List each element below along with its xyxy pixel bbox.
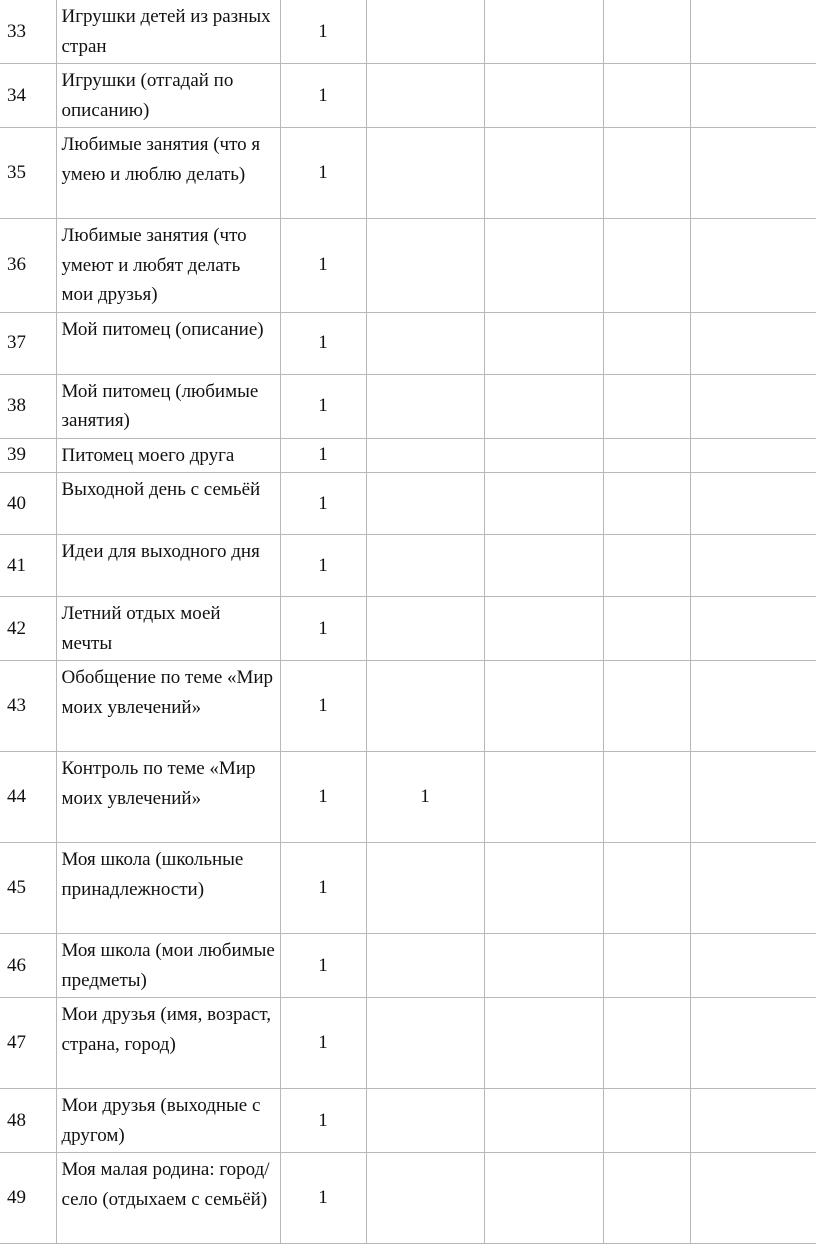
empty-cell	[690, 998, 816, 1089]
empty-cell	[603, 312, 690, 374]
lesson-hours: 1	[280, 1089, 366, 1153]
lesson-number: 36	[0, 219, 56, 313]
table-row	[0, 312, 816, 374]
empty-cell	[603, 752, 690, 843]
lesson-topic: Контроль по теме «Мир моих увлечений»	[56, 752, 280, 843]
lesson-topic: Игрушки детей из разных стран	[56, 0, 280, 64]
lesson-number: 47	[0, 998, 56, 1089]
empty-cell	[484, 312, 603, 374]
empty-cell	[690, 219, 816, 313]
table-row	[0, 374, 816, 438]
empty-cell	[484, 998, 603, 1089]
empty-cell	[603, 998, 690, 1089]
empty-cell	[484, 1153, 603, 1244]
lesson-hours: 1	[280, 438, 366, 473]
lesson-number: 46	[0, 934, 56, 998]
table-row	[0, 473, 816, 535]
empty-cell	[690, 473, 816, 535]
table-row	[0, 752, 816, 843]
lesson-control	[366, 64, 484, 128]
table-row	[0, 1153, 816, 1244]
lesson-topic: Моя школа (школьные принадлежности)	[56, 843, 280, 934]
lesson-control	[366, 998, 484, 1089]
lesson-topic: Любимые занятия (что я умею и люблю делать)	[56, 128, 280, 219]
lesson-topic: Идеи для выходного дня	[56, 535, 280, 597]
lesson-topic: Обобщение по теме «Мир моих увлечений»	[56, 661, 280, 752]
lesson-number: 42	[0, 597, 56, 661]
empty-cell	[603, 374, 690, 438]
lesson-number: 33	[0, 0, 56, 64]
table-row	[0, 438, 816, 473]
lesson-control	[366, 1089, 484, 1153]
empty-cell	[690, 374, 816, 438]
empty-cell	[690, 597, 816, 661]
lesson-hours: 1	[280, 661, 366, 752]
lesson-number: 44	[0, 752, 56, 843]
empty-cell	[690, 128, 816, 219]
table-row	[0, 219, 816, 313]
lesson-control	[366, 661, 484, 752]
empty-cell	[484, 473, 603, 535]
lesson-control	[366, 597, 484, 661]
empty-cell	[603, 64, 690, 128]
lesson-hours: 1	[280, 597, 366, 661]
empty-cell	[484, 752, 603, 843]
empty-cell	[690, 535, 816, 597]
lesson-control: 1	[366, 752, 484, 843]
table-row	[0, 934, 816, 998]
lesson-hours: 1	[280, 0, 366, 64]
lesson-control	[366, 934, 484, 998]
table-row	[0, 843, 816, 934]
empty-cell	[690, 0, 816, 64]
empty-cell	[603, 597, 690, 661]
lesson-topic: Мой питомец (описание)	[56, 312, 280, 374]
lesson-topic: Моя школа (мои любимые предметы)	[56, 934, 280, 998]
lesson-number: 39	[0, 438, 56, 473]
lesson-hours: 1	[280, 64, 366, 128]
lesson-topic: Летний отдых моей мечты	[56, 597, 280, 661]
lesson-hours: 1	[280, 219, 366, 313]
lesson-number: 45	[0, 843, 56, 934]
empty-cell	[484, 661, 603, 752]
empty-cell	[603, 438, 690, 473]
empty-cell	[690, 661, 816, 752]
lesson-number: 35	[0, 128, 56, 219]
empty-cell	[690, 64, 816, 128]
empty-cell	[603, 219, 690, 313]
empty-cell	[484, 0, 603, 64]
lesson-control	[366, 374, 484, 438]
lesson-topic: Любимые занятия (что умеют и любят делать мои друзья)	[56, 219, 280, 313]
empty-cell	[484, 219, 603, 313]
empty-cell	[690, 438, 816, 473]
empty-cell	[690, 752, 816, 843]
lesson-control	[366, 219, 484, 313]
lesson-control	[366, 843, 484, 934]
lesson-hours: 1	[280, 998, 366, 1089]
lesson-number: 41	[0, 535, 56, 597]
empty-cell	[484, 934, 603, 998]
lesson-hours: 1	[280, 843, 366, 934]
lesson-topic: Выходной день с семьёй	[56, 473, 280, 535]
lesson-control	[366, 312, 484, 374]
table-row	[0, 64, 816, 128]
lesson-number: 40	[0, 473, 56, 535]
lesson-number: 38	[0, 374, 56, 438]
table-row	[0, 998, 816, 1089]
lesson-topic: Моя малая родина: город/село (отдыхаем с семьёй)	[56, 1153, 280, 1244]
lesson-control	[366, 535, 484, 597]
empty-cell	[690, 312, 816, 374]
lesson-number: 34	[0, 64, 56, 128]
empty-cell	[484, 843, 603, 934]
lesson-hours: 1	[280, 752, 366, 843]
lesson-control	[366, 1153, 484, 1244]
empty-cell	[603, 934, 690, 998]
lesson-hours: 1	[280, 934, 366, 998]
empty-cell	[484, 535, 603, 597]
empty-cell	[603, 473, 690, 535]
lesson-topic: Мой питомец (любимые занятия)	[56, 374, 280, 438]
empty-cell	[690, 934, 816, 998]
lesson-control	[366, 0, 484, 64]
empty-cell	[603, 0, 690, 64]
lesson-topic: Мои друзья (выходные с другом)	[56, 1089, 280, 1153]
empty-cell	[603, 128, 690, 219]
lesson-topic: Игрушки (отгадай по описанию)	[56, 64, 280, 128]
lesson-control	[366, 438, 484, 473]
lesson-control	[366, 128, 484, 219]
lesson-control	[366, 473, 484, 535]
lesson-hours: 1	[280, 473, 366, 535]
empty-cell	[484, 64, 603, 128]
empty-cell	[484, 438, 603, 473]
empty-cell	[690, 843, 816, 934]
empty-cell	[484, 1089, 603, 1153]
lesson-topic: Питомец моего друга	[56, 438, 280, 473]
lesson-number: 49	[0, 1153, 56, 1244]
empty-cell	[603, 1089, 690, 1153]
lesson-topic: Мои друзья (имя, возраст, страна, город)	[56, 998, 280, 1089]
lesson-number: 43	[0, 661, 56, 752]
empty-cell	[484, 597, 603, 661]
empty-cell	[484, 374, 603, 438]
lesson-number: 37	[0, 312, 56, 374]
table-row	[0, 128, 816, 219]
table-row	[0, 0, 816, 64]
lesson-hours: 1	[280, 535, 366, 597]
table-row	[0, 535, 816, 597]
lesson-hours: 1	[280, 1153, 366, 1244]
empty-cell	[603, 661, 690, 752]
table-row	[0, 661, 816, 752]
empty-cell	[484, 128, 603, 219]
lesson-hours: 1	[280, 312, 366, 374]
empty-cell	[603, 535, 690, 597]
empty-cell	[690, 1153, 816, 1244]
empty-cell	[603, 843, 690, 934]
lesson-hours: 1	[280, 374, 366, 438]
table-row	[0, 1089, 816, 1153]
lesson-number: 48	[0, 1089, 56, 1153]
lesson-hours: 1	[280, 128, 366, 219]
empty-cell	[603, 1153, 690, 1244]
table-row	[0, 597, 816, 661]
empty-cell	[690, 1089, 816, 1153]
